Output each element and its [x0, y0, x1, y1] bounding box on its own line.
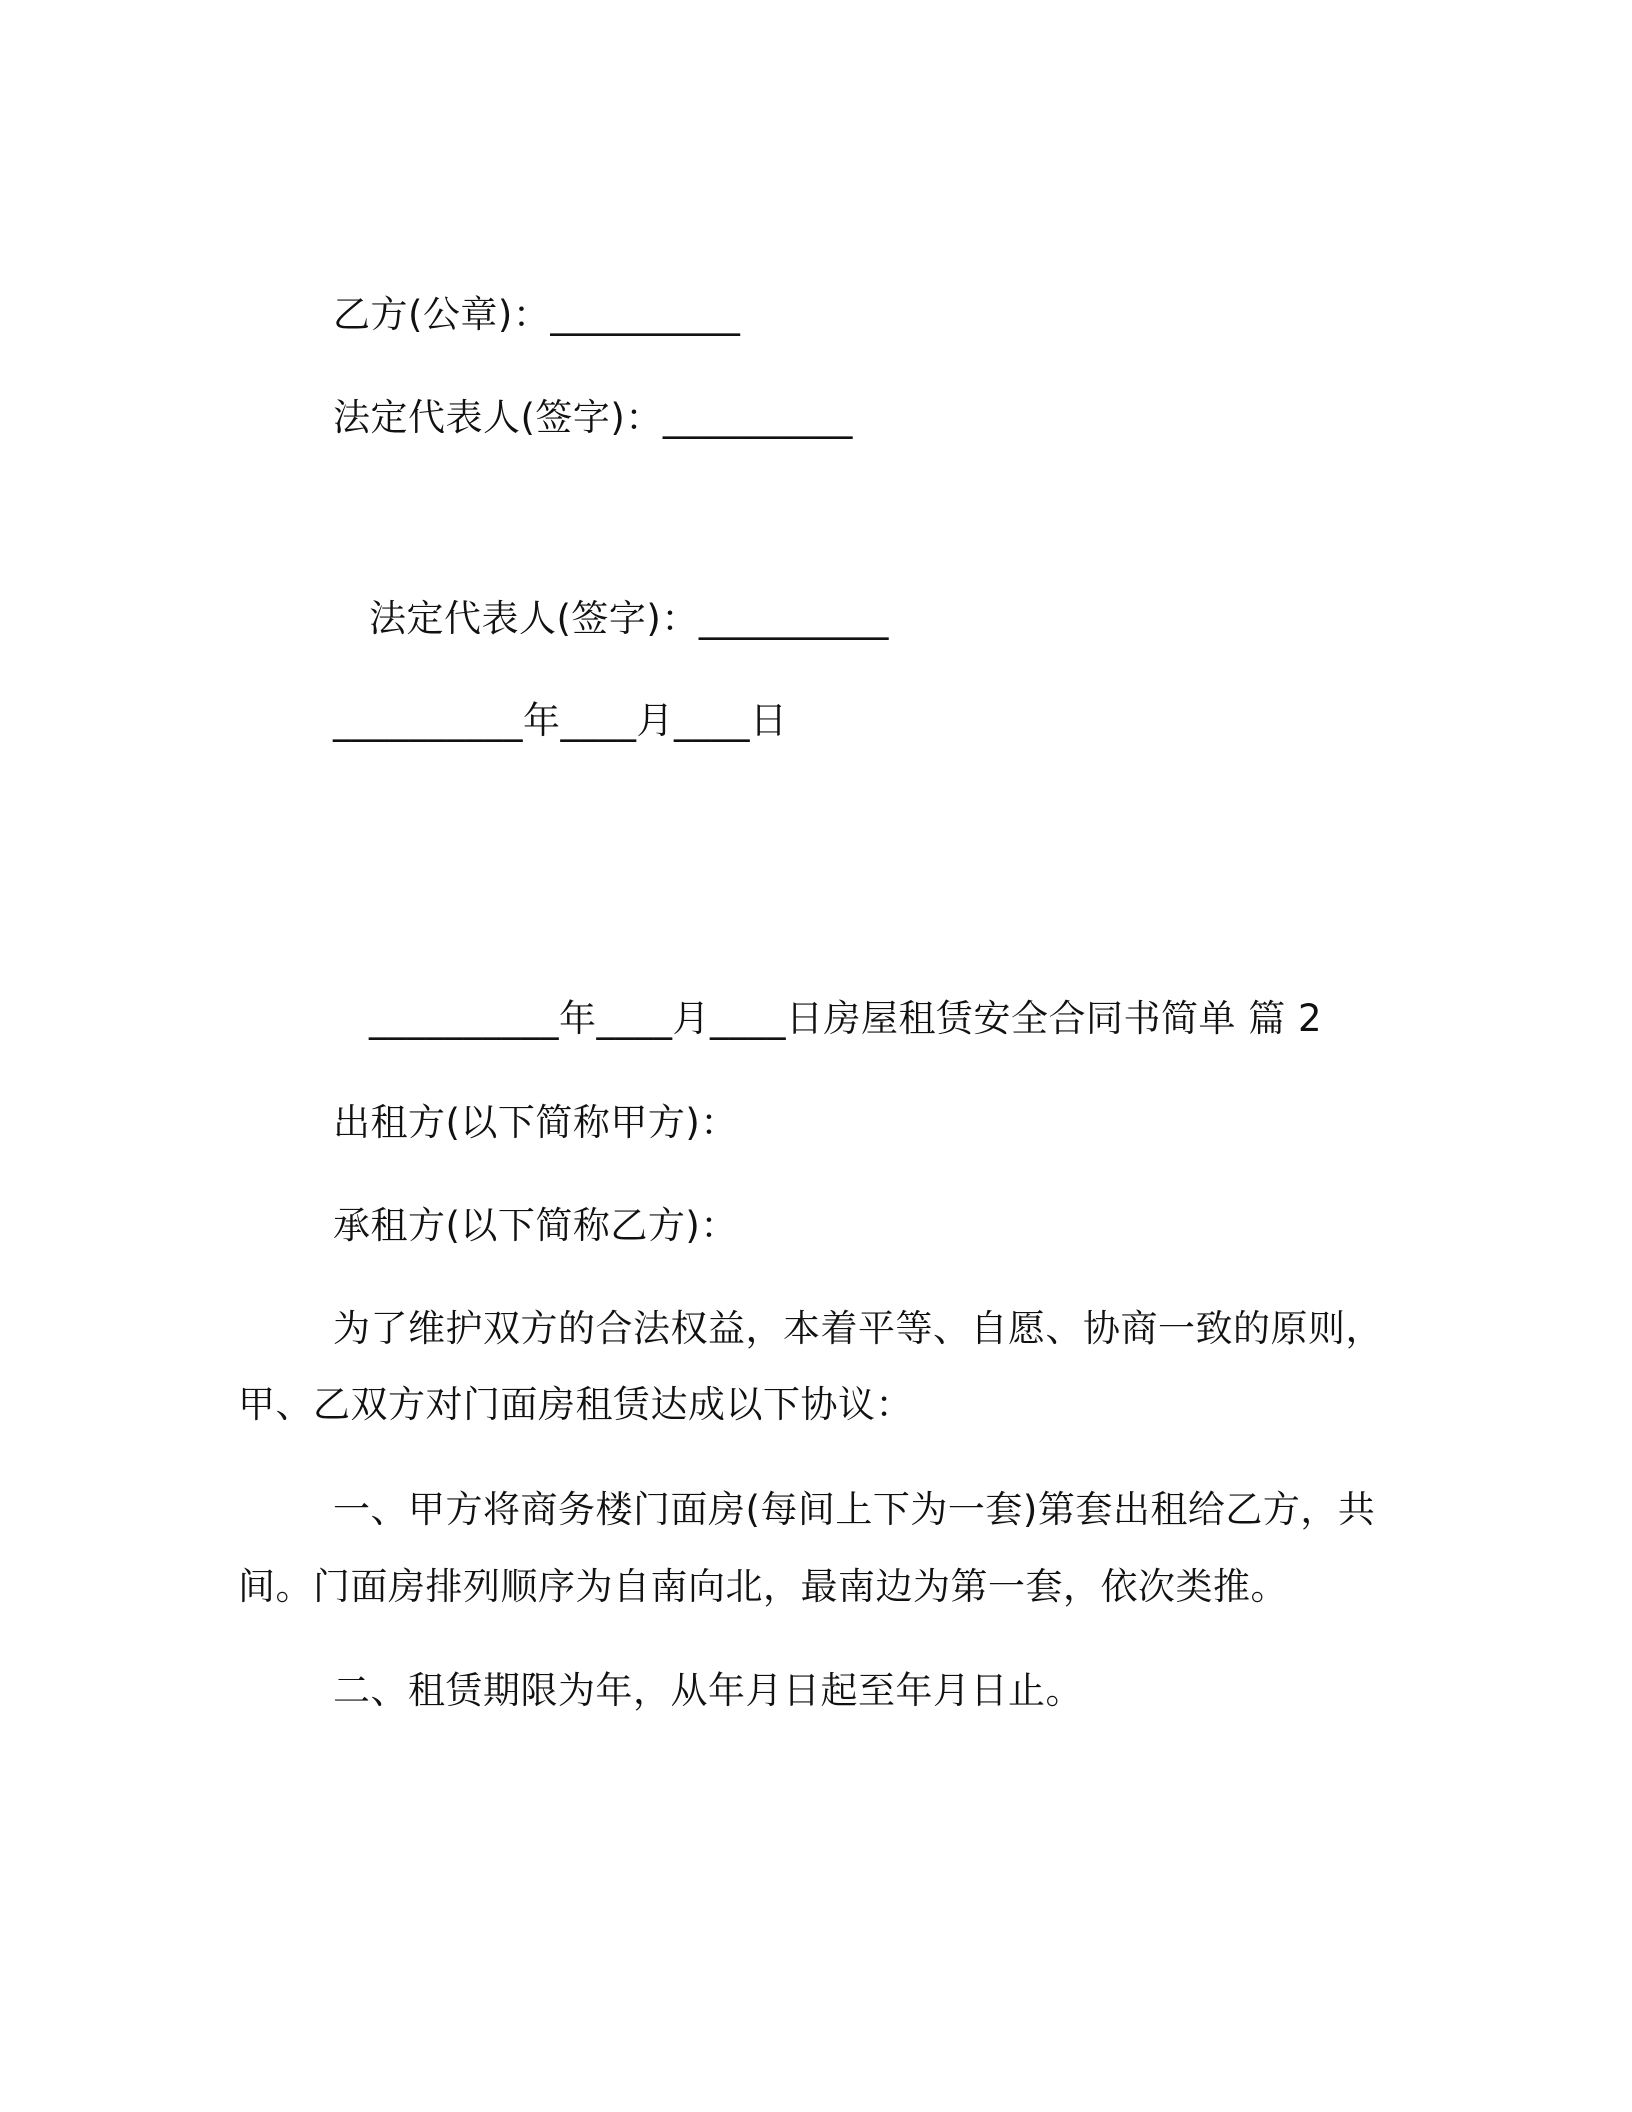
lessor-line: 出租方(以下简称甲方)： — [333, 1101, 738, 1144]
section-title: __________年____月____日房屋租赁安全合同书简单 篇 2 — [369, 997, 1323, 1040]
clause-1-line-2: 间。门面房排列顺序为自南向北，最南边为第一套，依次类推。 — [238, 1565, 1288, 1608]
legal-representative-line-1: 法定代表人(签字)：__________ — [333, 396, 853, 439]
legal-representative-line-2: 法定代表人(签字)：__________ — [369, 597, 889, 640]
date-line: __________年____月____日 — [333, 699, 788, 742]
preamble-line-2: 甲、乙双方对门面房租赁达成以下协议： — [238, 1383, 913, 1426]
lessee-line: 承租方(以下简称乙方)： — [333, 1204, 738, 1247]
party-b-seal-line: 乙方(公章)：__________ — [333, 293, 741, 336]
clause-2-line: 二、租赁期限为年，从年月日起至年月日止。 — [333, 1669, 1083, 1712]
preamble-line-1: 为了维护双方的合法权益，本着平等、自愿、协商一致的原则， — [333, 1307, 1383, 1350]
clause-1-line-1: 一、甲方将商务楼门面房(每间上下为一套)第套出租给乙方，共 — [333, 1488, 1376, 1531]
